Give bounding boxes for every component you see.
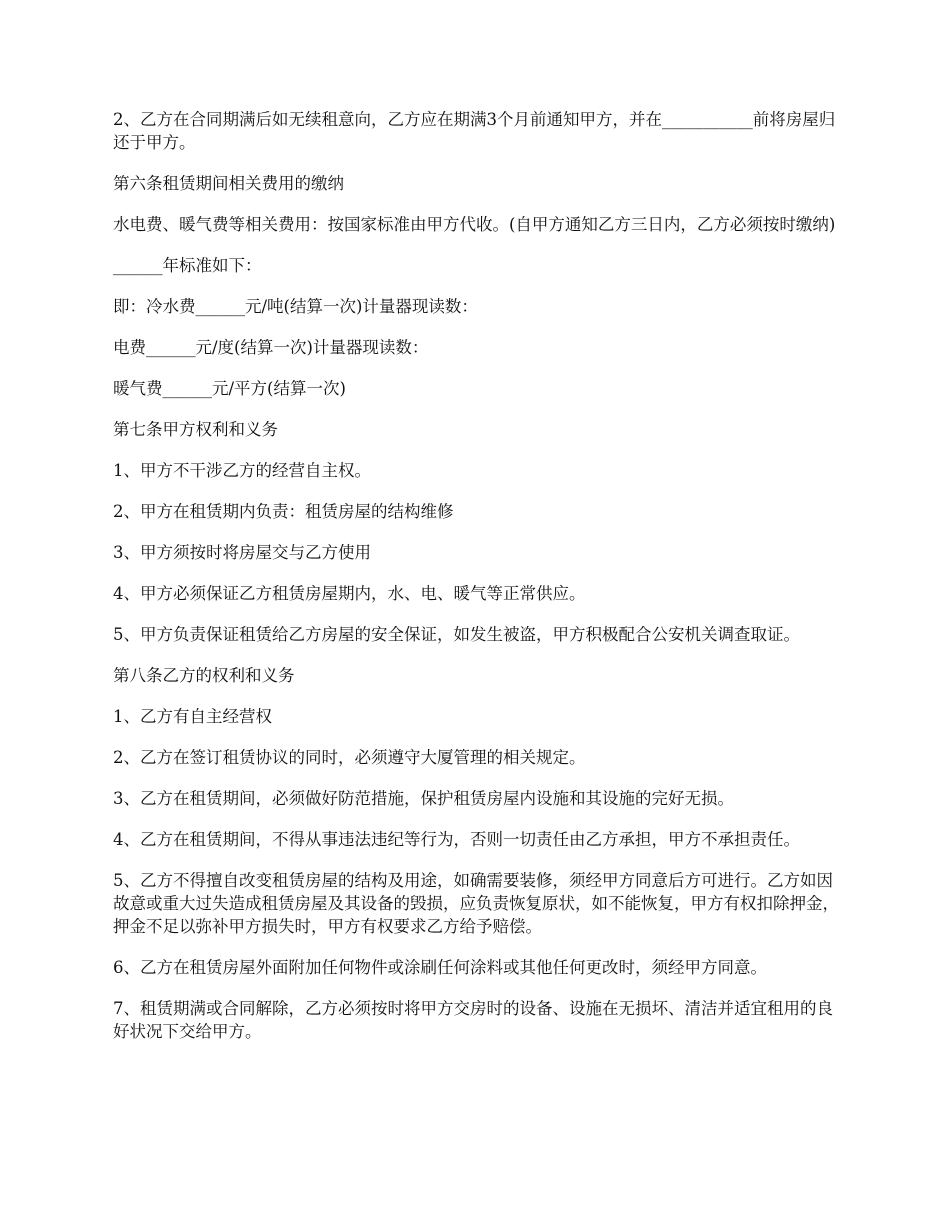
paragraph-party-b-duty-4: 4、乙方在租赁期间，不得从事违法违纪等行为，否则一切责任由乙方承担，甲方不承担责任。: [113, 830, 800, 849]
paragraph-party-a-duty-1: 1、甲方不干涉乙方的经营自主权。: [113, 461, 371, 480]
paragraph-heating-fee: 暖气费______元/平方(结算一次): [113, 379, 346, 398]
document-body: [113, 108, 841, 1061]
paragraph-party-a-duty-5: 5、甲方负责保证租赁给乙方房屋的安全保证，如发生被盗，甲方积极配合公安机关调查取证。: [113, 625, 800, 644]
paragraph-renewal-notice: 2、乙方在合同期满后如无续租意向，乙方应在期满3个月前通知甲方，并在___________前将房屋归还于甲方。: [113, 110, 836, 152]
paragraph-party-b-duty-6: 6、乙方在租赁房屋外面附加任何物件或涂刷任何涂料或其他任何更改时，须经甲方同意。: [113, 958, 767, 977]
paragraph-party-a-duty-4: 4、甲方必须保证乙方租赁房屋期内，水、电、暖气等正常供应。: [113, 584, 586, 603]
paragraph-year-standard: ______年标准如下：: [113, 256, 262, 275]
paragraph-party-b-duty-7: 7、租赁期满或合同解除，乙方必须按时将甲方交房时的设备、设施在无损坏、清洁并适宜租用的良好状况下交给甲方。: [113, 999, 833, 1041]
section-heading-article-8: 第八条乙方的权利和义务: [113, 666, 295, 685]
paragraph-cold-water-fee: 即：冷水费______元/吨(结算一次)计量器现读数：: [113, 297, 478, 316]
paragraph-party-a-duty-3: 3、甲方须按时将房屋交与乙方使用: [113, 543, 371, 562]
paragraph-utility-fees: 水电费、暖气费等相关费用：按国家标准由甲方代收。(自甲方通知乙方三日内，乙方必须按时缴纳): [113, 215, 836, 234]
paragraph-electricity-fee: 电费______元/度(结算一次)计量器现读数：: [113, 338, 429, 357]
paragraph-party-b-duty-1: 1、乙方有自主经营权: [113, 707, 272, 726]
section-heading-article-7: 第七条甲方权利和义务: [113, 420, 278, 439]
paragraph-party-b-duty-2: 2、乙方在签订租赁协议的同时，必须遵守大厦管理的相关规定。: [113, 748, 586, 767]
paragraph-party-a-duty-2: 2、甲方在租赁期内负责：租赁房屋的结构维修: [113, 502, 454, 521]
section-heading-article-6: 第六条租赁期间相关费用的缴纳: [113, 174, 344, 193]
paragraph-party-b-duty-3: 3、乙方在租赁期间，必须做好防范措施，保护租赁房屋内设施和其设施的完好无损。: [113, 789, 734, 808]
paragraph-party-b-duty-5: 5、乙方不得擅自改变租赁房屋的结构及用途，如确需要装修，须经甲方同意后方可进行。乙方如因故意或重大过失造成租赁房屋及其设备的毁损，应负责恢复原状，如不能恢复，甲方有权扣除押金，押金不足以弥补甲方损失时，甲方有权要求乙方给予赔偿。: [113, 871, 839, 936]
